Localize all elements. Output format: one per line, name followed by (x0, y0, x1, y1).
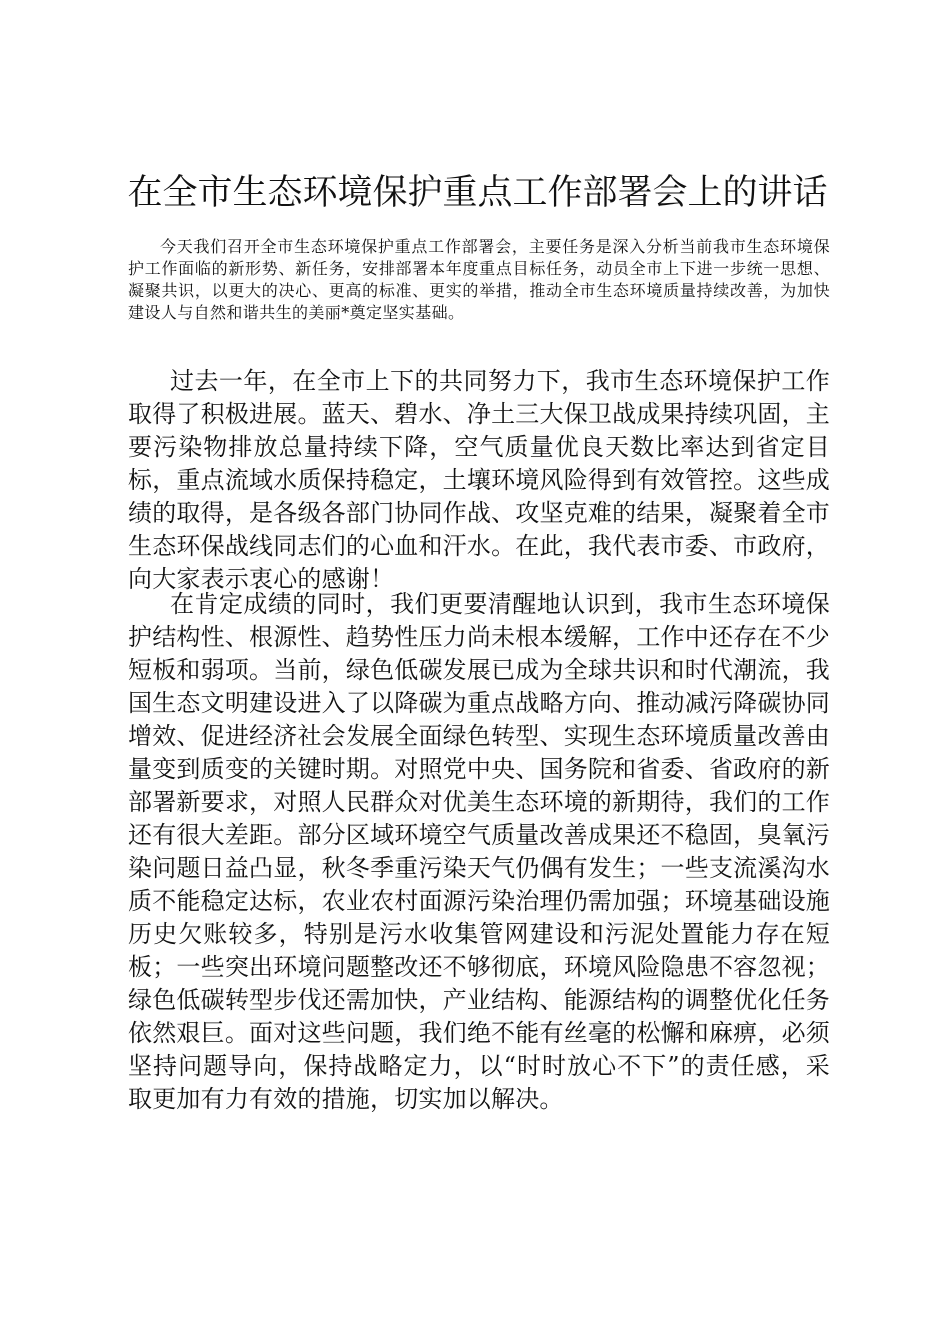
body-paragraph-1: 过去一年，在全市上下的共同努力下，我市生态环境保护工作取得了积极进展。蓝天、碧水、净土三大保卫战成果持续巩固，主要污染物排放总量持续下降，空气质量优良天数比率达到省定目标，重点流域水质保持稳定，土壤环境风险得到有效管控。这些成绩的取得，是各级各部门协同作战、攻坚克难的结果，凝聚着全市生态环保战线同志们的心血和汗水。在此，我代表市委、市政府，向大家表示衷心的感谢！ (128, 367, 830, 593)
document-title: 在全市生态环境保护重点工作部署会上的讲话 (127, 173, 828, 213)
intro-paragraph: 今天我们召开全市生态环境保护重点工作部署会，主要任务是深入分析当前我市生态环境保护工作面临的新形势、新任务，安排部署本年度重点目标任务，动员全市上下进一步统一思想、凝聚共识，以更大的决心、更高的标准、更实的举措，推动全市生态环境质量持续改善，为加快建设人与自然和谐共生的美丽*奠定坚实基础。 (128, 237, 830, 322)
body-paragraph-2: 在肯定成绩的同时，我们更要清醒地认识到，我市生态环境保护结构性、根源性、趋势性压力尚未根本缓解，工作中还存在不少短板和弱项。当前，绿色低碳发展已成为全球共识和时代潮流，我国生态文明建设进入了以降碳为重点战略方向、推动减污降碳协同增效、促进经济社会发展全面绿色转型、实现生态环境质量改善由量变到质变的关键时期。对照党中央、国务院和省委、省政府的新部署新要求，对照人民群众对优美生态环境的新期待，我们的工作还有很大差距。部分区域环境空气质量改善成果还不稳固，臭氧污染问题日益凸显，秋冬季重污染天气仍偶有发生；一些支流溪沟水质不能稳定达标，农业农村面源污染治理仍需加强；环境基础设施历史欠账较多，特别是污水收集管网建设和污泥处置能力存在短板；一些突出环境问题整改还不够彻底，环境风险隐患不容忽视；绿色低碳转型步伐还需加快，产业结构、能源结构的调整优化任务依然艰巨。面对这些问题，我们绝不能有丝毫的松懈和麻痹，必须坚持问题导向，保持战略定力，以“时时放心不下”的责任感，采取更加有力有效的措施，切实加以解决。 (128, 590, 830, 1113)
